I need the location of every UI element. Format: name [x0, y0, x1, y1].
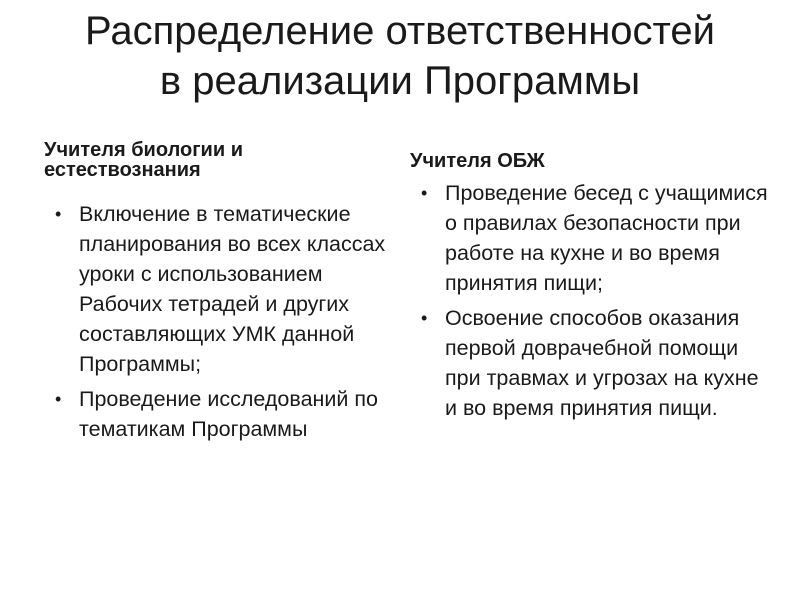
list-item	[44, 199, 394, 379]
list-item	[410, 178, 770, 298]
bullet-icon: •	[55, 389, 62, 409]
obzh-teachers-heading: Учителя ОБЖ	[410, 150, 545, 172]
list-item	[44, 384, 394, 444]
biology-teachers-heading: Учителя биологии и естествознания	[44, 139, 243, 181]
list-item-text: Освоение способов оказания первой доврачебной помощи при травмах и угрозах на кухне и во время принятия пищи.	[445, 306, 759, 420]
slide-title-line-2: в реализации Программы	[159, 59, 641, 103]
list-item-text: Включение в тематические планирования во всех классах уроки с использованием Рабочих тетрадей и других составляющих УМК данной Программы;	[79, 202, 386, 376]
biology-teachers-list	[44, 199, 394, 449]
bullet-icon: •	[421, 308, 428, 328]
list-item-text: Проведение бесед с учащимися о правилах безопасности при работе на кухне и во время принятия пищи;	[445, 181, 768, 295]
bullet-icon: •	[421, 183, 428, 203]
bullet-icon: •	[55, 204, 62, 224]
list-item-text: Проведение исследований по тематикам Программы	[79, 387, 378, 441]
slide-title	[0, 6, 800, 106]
slide-title-line-1: Распределение ответственностей	[84, 9, 716, 53]
obzh-teachers-list	[410, 178, 770, 428]
list-item	[410, 303, 770, 423]
